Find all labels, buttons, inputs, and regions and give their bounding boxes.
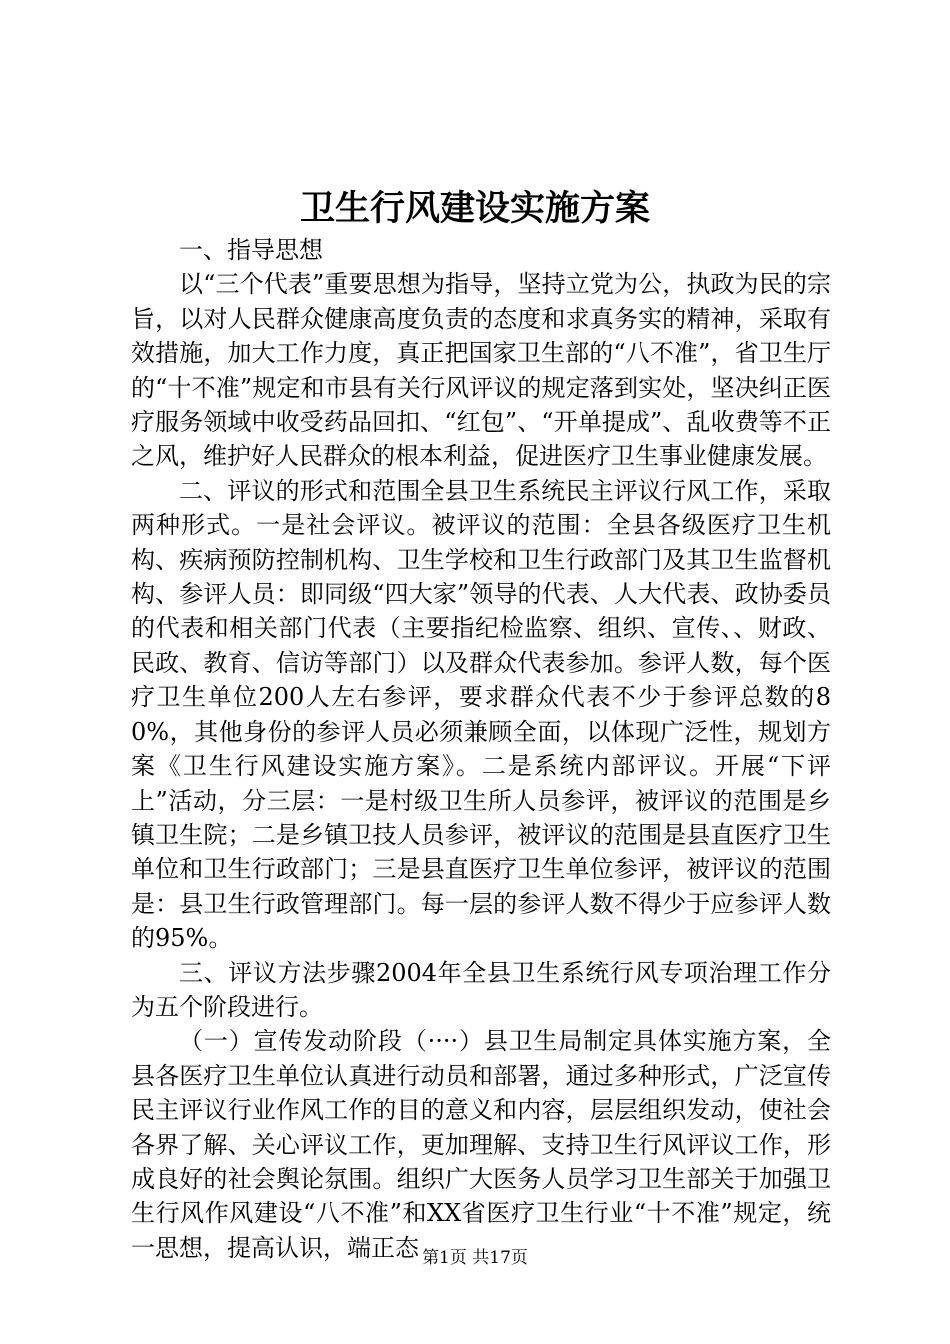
document-body <box>131 233 831 1265</box>
section-heading-guiding-ideology: 一、指导思想 <box>179 236 323 264</box>
paragraph-evaluation-form-scope: 二、评议的形式和范围全县卫生系统民主评议行风工作，采取两种形式。一是社会评议。被评议的范围：全县各级医疗卫生机构、疾病预防控制机构、卫生学校和卫生行政部门及其卫生监督机构、参评人员：即同级“四大家”领导的代表、人大代表、政协委员的代表和相关部门代表（主要指纪检监察、组织、宣传、、财政、民政、教育、信访等部门）以及群众代表参加。参评人数，每个医疗卫生单位200人左右参评，要求群众代表不少于参评总数的80%，其他身份的参评人员必须兼顾全面，以体现广泛性，规划方案《卫生行风建设实施方案》。二是系统内部评议。开展“下评上”活动，分三层：一是村级卫生所人员参评，被评议的范围是乡镇卫生院；二是乡镇卫技人员参评，被评议的范围是县直医疗卫生单位和卫生行政部门；三是县直医疗卫生单位参评，被评议的范围是：县卫生行政管理部门。每一层的参评人数不得少于应参评人数的95%。 <box>131 476 831 953</box>
paragraph-publicity-stage: （一）宣传发动阶段（····）县卫生局制定具体实施方案，全县各医疗卫生单位认真进行动员和部署，通过多种形式，广泛宣传民主评议行业作风工作的目的意义和内容，层层组织发动，使社会各界了解、关心评议工作，更加理解、支持卫生行风评议工作，形成良好的社会舆论氛围。组织广大医务人员学习卫生部关于加强卫生行风作风建设“八不准”和XX省医疗卫生行业“十不准”规定，统一思想，提高认识，端正态 <box>131 1027 831 1262</box>
document-title: 卫生行风建设实施方案 <box>299 188 650 229</box>
paragraph-guiding-ideology: 以“三个代表”重要思想为指导，坚持立党为公，执政为民的宗旨，以对人民群众健康高度负责的态度和求真务实的精神，采取有效措施，加大工作力度，真正把国家卫生部的“八不准”，省卫生厅的“十不准”规定和市县有关行风评议的规定落到实处，坚决纠正医疗服务领域中收受药品回扣、“红包”、“开单提成”、乱收费等不正之风，维护好人民群众的根本利益，促进医疗卫生事业健康发展。 <box>131 270 831 471</box>
paragraph-evaluation-steps: 三、评议方法步骤2004年全县卫生系统行风专项治理工作分为五个阶段进行。 <box>131 958 831 1021</box>
page-footer: 第1页 共17页 <box>422 1248 528 1268</box>
